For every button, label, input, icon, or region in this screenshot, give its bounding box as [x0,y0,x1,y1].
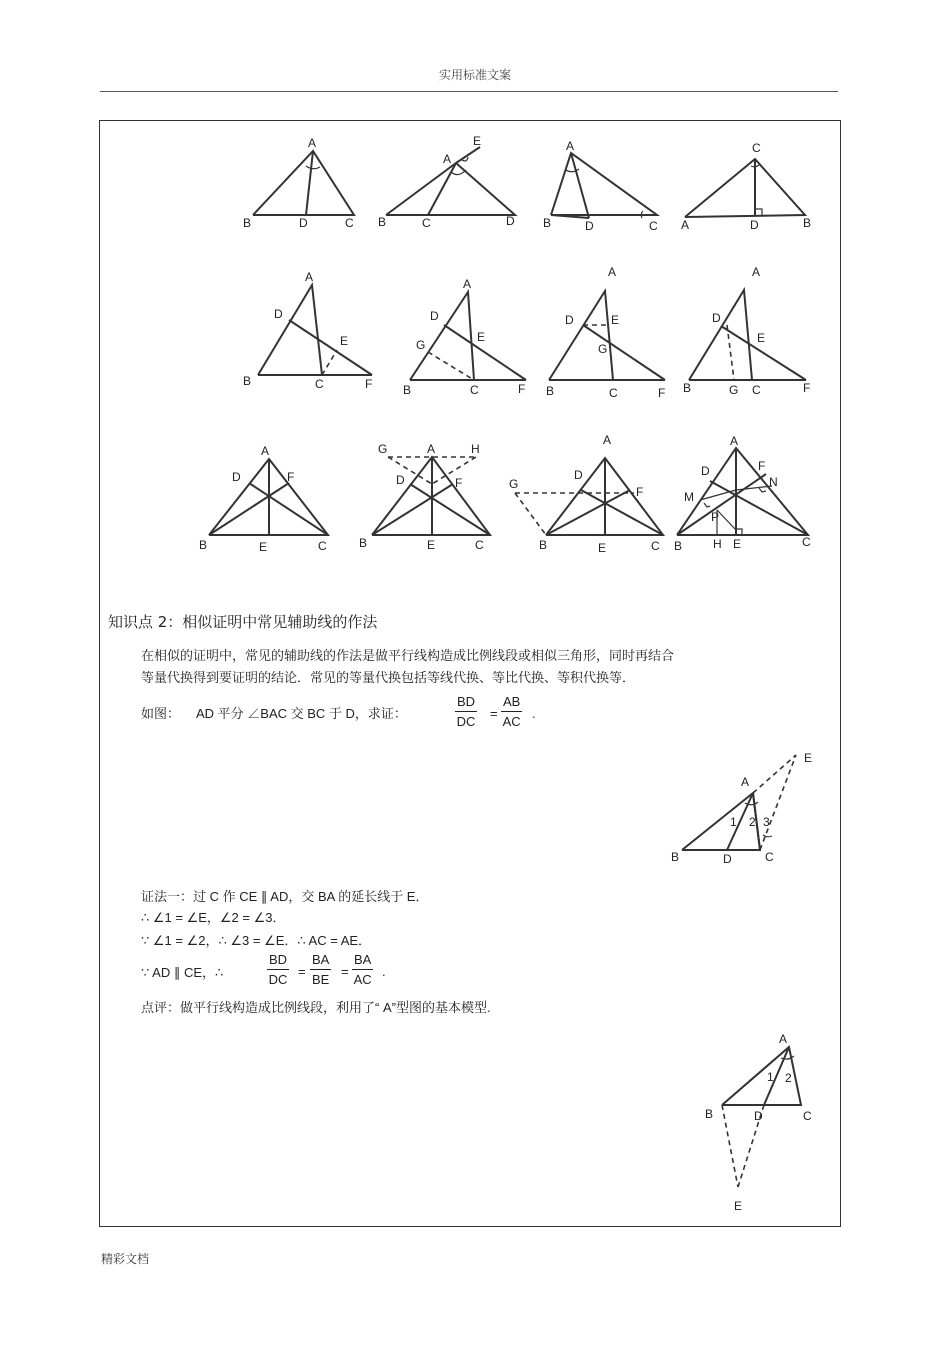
figure-r1-3 [543,139,658,233]
label: B [543,216,552,230]
figure-r2-4 [683,265,810,397]
denominator: DC [456,714,476,729]
label: F [636,485,644,499]
label: B [243,374,252,388]
label: C [422,216,431,230]
label: C [470,383,479,397]
label: B [378,215,387,229]
label: E [611,313,620,327]
label: D [299,216,308,230]
figure-r2-2 [403,277,526,397]
numerator: AB [501,694,522,712]
proof-comment: 点评：做平行线构造成比例线段，利用了“ A”型图的基本模型. [141,1000,491,1015]
proof-figure-2 [695,1025,825,1220]
label: C [315,377,324,391]
label: D [232,470,241,484]
label: H [713,537,722,551]
problem-fraction-1 [455,694,477,729]
label: A [603,433,612,447]
proof-fraction-2 [310,952,331,987]
label: A [308,136,317,150]
problem-text: AD 平分 ∠BAC 交 BC 于 D，求证： [196,706,407,721]
label: B [671,850,680,864]
label: B [359,536,368,550]
label: 2 [785,1071,792,1085]
label: A [730,434,739,448]
label: E [473,134,482,148]
label: B [803,216,812,230]
label: C [802,535,811,549]
label: F [518,382,526,396]
label: A [681,218,690,232]
proof-line-4: ∵ AD ∥ CE，∴ [141,965,224,980]
label: G [509,477,519,491]
label: A [741,775,750,789]
label: C [649,219,658,233]
label: D [754,1109,763,1123]
problem-prefix: 如图： [141,706,181,721]
label: C [651,539,660,553]
numerator: BA [310,952,331,970]
label: F [287,470,295,484]
proof-line-2: ∴ ∠1 = ∠E，∠2 = ∠3． [141,910,286,925]
label: B [199,538,208,552]
label: A [261,444,270,458]
figure-r1-4 [681,141,811,232]
label: A [443,152,452,166]
figure-r3-1 [199,444,328,554]
label: D [396,473,405,487]
label: D [701,464,710,478]
label: 2 [749,815,756,829]
label: H [471,442,480,456]
label: F [455,476,463,490]
label: A [305,270,314,284]
label: C [803,1109,812,1123]
label: C [765,850,774,864]
figure-r2-1 [243,270,372,391]
label: E [340,334,349,348]
label: D [585,219,594,233]
label: B [403,383,412,397]
label: F [803,381,811,395]
label: D [274,307,283,321]
label: E [477,330,486,344]
figure-r3-2 [359,442,490,552]
proof-fraction-1 [267,952,289,987]
label: D [750,218,759,232]
figure-r1-1 [243,136,354,230]
label: D [430,309,439,323]
label: B [539,538,548,552]
label: G [729,383,739,397]
intro-line-1: 在相似的证明中，常见的辅助线的作法是做平行线构造成比例线段或相似三角形，同时再结合 [141,649,675,664]
label: C [345,216,354,230]
period: . [532,706,536,721]
label: B [674,539,683,553]
label: E [427,538,436,552]
label: C [609,386,618,400]
label: G [378,442,388,456]
label: A [779,1032,788,1046]
label: A [427,442,436,456]
figure-r2-3 [546,265,665,400]
label: C [318,539,327,553]
label: B [546,384,555,398]
label: D [712,311,721,325]
denominator: DC [268,972,288,987]
label: E [757,331,766,345]
label: E [733,537,742,551]
page-footer: 精彩文档 [101,1252,150,1266]
numerator: BD [267,952,289,970]
label: B [683,381,692,395]
label: G [416,338,426,352]
label: A [463,277,472,291]
equals-sign: = [490,706,498,721]
numerator: BA [352,952,373,970]
label: E [804,751,813,765]
label: D [574,468,583,482]
denominator: AC [502,714,521,729]
label: A [752,265,761,279]
figure-r1-2 [378,134,515,230]
label: C [752,383,761,397]
proof-fraction-3 [352,952,373,987]
label: 1 [767,1070,774,1084]
label: C [752,141,761,155]
figure-grid [0,0,950,600]
label: N [769,475,778,489]
label: F [658,386,666,400]
label: F [365,377,373,391]
proof-line-3: ∵ ∠1 = ∠2，∴ ∠3 = ∠E．∴ AC = AE． [141,933,372,948]
label: E [259,540,268,554]
label: E [734,1199,743,1213]
proof-figure-1 [660,740,820,870]
equals-sign: = [298,964,306,979]
numerator: BD [455,694,477,712]
label: A [566,139,575,153]
label: D [565,313,574,327]
label: A [608,265,617,279]
intro-line-2: 等量代换得到要证明的结论．常见的等量代换包括等线代换、等比代换、等积代换等． [141,671,636,686]
label: C [475,538,484,552]
label: B [705,1107,714,1121]
equals-sign: = [341,964,349,979]
figure-r3-4 [674,434,811,553]
label: M [684,490,694,504]
problem-fraction-2 [501,694,522,729]
label: 3 [763,815,770,829]
denominator: BE [312,972,330,987]
page-header: 实用标准文案 [438,68,511,82]
figure-r3-3 [509,433,663,555]
label: D [506,214,515,228]
denominator: AC [353,972,372,987]
label: 1 [730,815,737,829]
period: . [382,964,386,979]
label: E [598,541,607,555]
section-heading: 知识点 2：相似证明中常见辅助线的作法 [108,613,378,631]
label: B [243,216,252,230]
label: P [711,510,720,524]
label: G [598,342,608,356]
label: D [723,852,732,866]
proof-line-1: 证法一：过 C 作 CE ∥ AD，交 BA 的延长线于 E． [141,889,429,904]
label: F [758,459,766,473]
